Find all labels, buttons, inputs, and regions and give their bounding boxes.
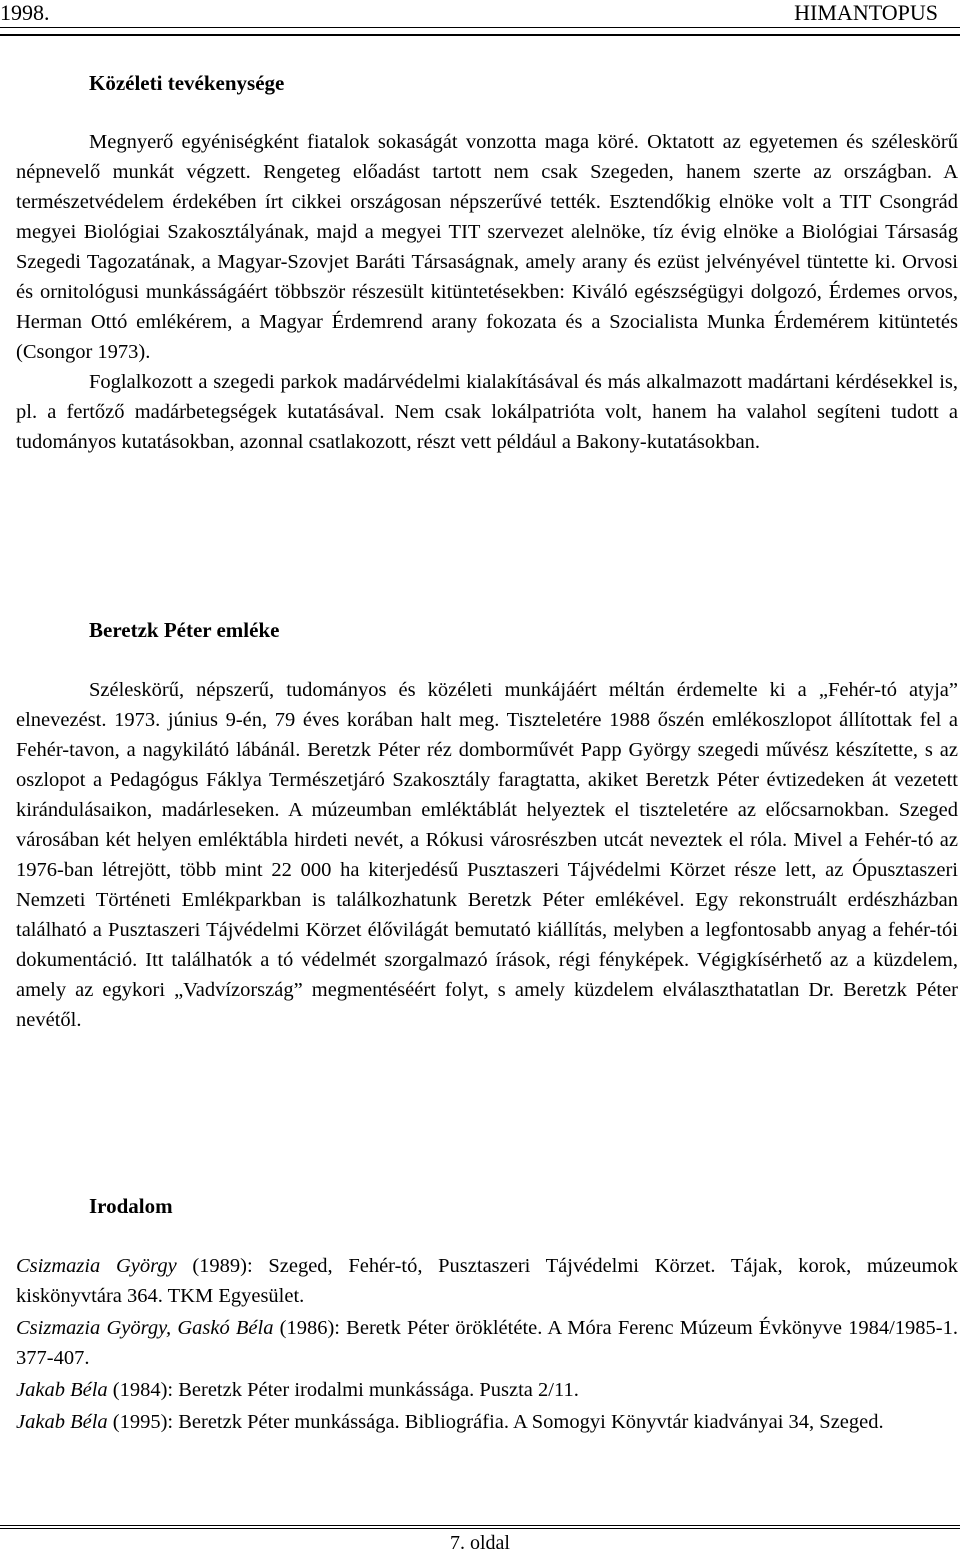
section-body-emleke — [16, 675, 958, 1035]
paragraph: Megnyerő egyéniségként fiatalok sokaságát vonzotta maga köré. Oktatott az egyetemen és széleskörű népnevelő munkát végzett. Rengeteg előadást tartott nem csak Szegeden, hanem szerte az országban. A természetvédelem érdekében írt cikkei országosan népszerűvé tették. Esztendőkig elnöke volt a TIT Csongrád megyei Biológiai Szakosztályának, majd a megyei TIT szervezet alelnöke, tíz évig elnöke a Biológiai Társaság Szegedi Tagozatának, a Magyar-Szovjet Baráti Társaságnak, amely arany és ezüst jelvényével tüntette ki. Orvosi és ornitológusi munkásságáért többször részesült kitüntetésekben: Kiváló egészségügyi dolgozó, Érdemes orvos, Herman Ottó emlékérem, a Magyar Érdemrend arany fokozata és a Szocialista Munka Érdemérem kitüntetés (Csongor 1973). — [16, 131, 958, 363]
reference-author: Csizmazia György — [16, 1255, 177, 1277]
reference-text: (1986): Beretk Péter öröklététe. A Móra Ferenc Múzeum Évkönyve 1984/1985-1. 377-407. — [16, 1317, 958, 1369]
paragraph: Széleskörű, népszerű, tudományos és közéleti munkájáért méltán érdemelte ki a „Fehér-tó atyja” elnevezést. 1973. június 9-én, 79 éves korában halt meg. Tiszteletére 1988 őszén emlékoszlopot állítottak fel a Fehér-tavon, a nagykilátó lábánál. Beretzk Péter réz domborművét Papp György szegedi művész készítette, s az oszlopot a Pedagógus Fáklya Természetjáró Szakosztály faragtatta, akiket Beretzk Péter évtizedeken át vezetett kirándulásaikon, madárleseken. A múzeumban emléktáblát helyeztek el tiszteletére az előcsarnokban. Szeged városában két helyen emléktábla hirdeti nevét, a Rókusi városrészben utcát neveztek el róla. Mivel a Fehér-tó az 1976-ban létrejött, több mint 22 000 ha kiterjedésű Pusztaszeri Tájvédelmi Körzet része lett, az Ópusztaszeri Nemzeti Történeti Emlékparkban is találkozhatunk Beretzk Péter emlékével. Egy rekonstruált erdészházban található a Pusztaszeri Tájvédelmi Körzet élővilágát bemutató kiállítás, melyben a legfontosabb anyag a fehér-tói dokumentáció. Itt találhatók a tó védelmét szorgalmazó írások, régi fényképek. Végigkísérhető az a küzdelem, amely az egykori „Vadvízország” megmentéséért folyt, s amely küzdelem elválaszthatatlan Dr. Beretzk Péter nevétől. — [16, 679, 958, 1031]
reference-item — [16, 1407, 958, 1437]
paragraph: Foglalkozott a szegedi parkok madárvédelmi kialakításával és más alkalmazott madártani kérdésekkel is, pl. a fertőző madárbetegségek kutatásával. Nem csak lokálpatrióta volt, hanem ha valahol segíteni tudott a tudományos kutatásokban, azonnal csatlakozott, részt vett például a Bakony-kutatásokban. — [16, 371, 958, 453]
reference-item — [16, 1375, 958, 1405]
reference-text: (1995): Beretzk Péter munkássága. Bibliográfia. A Somogyi Könyvtár kiadványai 34, Szeged. — [107, 1411, 884, 1433]
reference-item — [16, 1313, 958, 1373]
section-body-kozeleti — [16, 127, 958, 457]
page-header — [0, 0, 960, 36]
reference-author: Csizmazia György, Gaskó Béla — [16, 1317, 274, 1339]
reference-text: (1989): Szeged, Fehér-tó, Pusztaszeri Tájvédelmi Körzet. Tájak, korok, múzeumok kiskönyvtára 364. TKM Egyesület. — [16, 1255, 958, 1307]
section-title-irodalom: Irodalom — [89, 1194, 173, 1218]
page-number: 7. oldal — [450, 1532, 510, 1554]
reference-text: (1984): Beretzk Péter irodalmi munkássága. Puszta 2/11. — [107, 1379, 579, 1401]
reference-author: Jakab Béla — [16, 1411, 108, 1433]
header-rule — [0, 27, 960, 28]
header-journal: HIMANTOPUS — [794, 0, 938, 25]
footer-rule — [0, 1525, 960, 1529]
reference-item — [16, 1251, 958, 1311]
header-year: 1998. — [0, 0, 50, 25]
reference-list — [16, 1251, 958, 1439]
reference-author: Jakab Béla — [16, 1379, 108, 1401]
section-title-kozeleti: Közéleti tevékenysége — [89, 71, 285, 95]
section-title-emleke: Beretzk Péter emléke — [89, 618, 280, 642]
